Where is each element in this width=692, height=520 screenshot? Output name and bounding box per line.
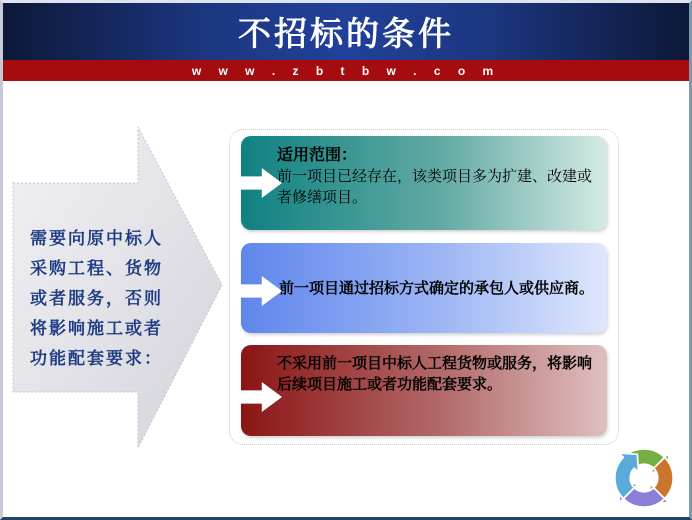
slide-header	[3, 3, 689, 60]
arrow-text-line: 采购工程、货物	[30, 259, 163, 278]
box-title: 适用范围：	[277, 147, 358, 164]
condition-box-contractor	[241, 243, 607, 333]
white-arrow-icon	[235, 168, 282, 198]
website-bar	[3, 60, 689, 81]
cycle-refresh-icon	[601, 435, 687, 520]
condition-box-scope	[241, 136, 607, 230]
arrow-text-line: 功能配套要求：	[30, 349, 163, 368]
box-text: 不采用前一项目中标人工程货物或服务，将影响后续项目施工或者功能配套要求。	[277, 355, 593, 393]
arrow-text-line: 将影响施工或者	[30, 319, 163, 338]
page-title: 不招标的条件	[238, 17, 454, 53]
arrow-text-line: 需要向原中标人	[30, 229, 163, 248]
white-arrow-icon	[235, 276, 282, 306]
white-arrow-icon	[235, 382, 282, 412]
condition-box-impact	[241, 345, 607, 436]
left-arrow-text	[30, 224, 180, 374]
website-url: w w w . z b t b w . c o m	[191, 63, 501, 78]
box-text: 前一项目通过招标方式确定的承包人或供应商。	[279, 279, 595, 297]
arrow-text-line: 或者服务，否则	[30, 289, 163, 308]
box-text: 前一项目已经存在，该类项目多为扩建、改建或者修缮项目。	[277, 168, 593, 206]
